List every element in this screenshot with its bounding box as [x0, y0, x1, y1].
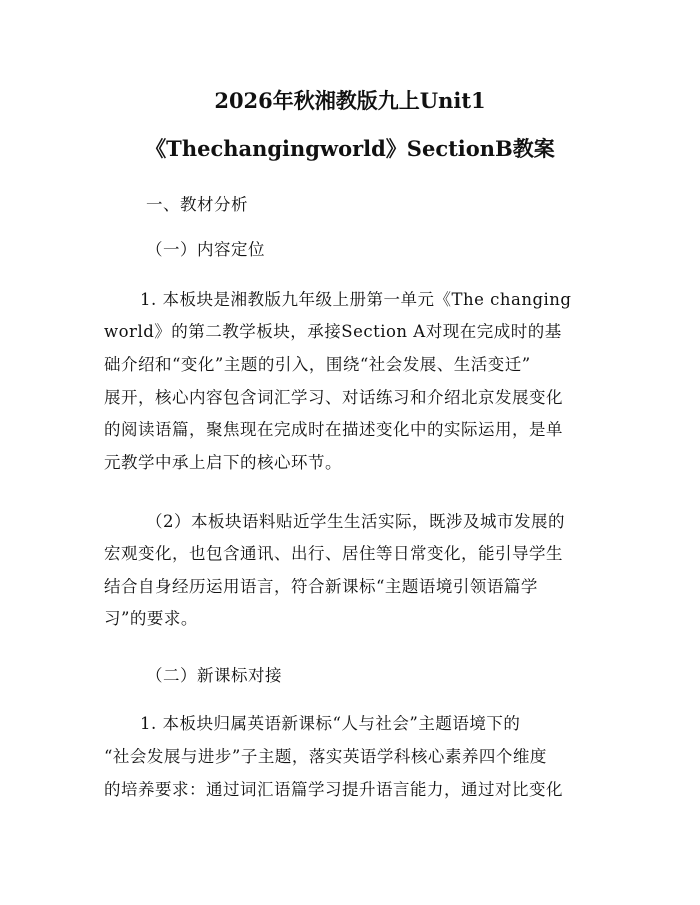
paragraph-line: 元教学中承上启下的核心环节。 — [104, 453, 342, 472]
paragraph-line: 宏观变化，也包含通讯、出行、居住等日常变化，能引导学生 — [104, 544, 563, 563]
document-title-line1: 2026年秋湘教版九上Unit1 — [214, 88, 486, 113]
paragraph-line: 展开，核心内容包含词汇学习、对话练习和介绍北京发展变化 — [104, 388, 563, 407]
paragraph-line: 础介绍和“变化”主题的引入，围绕“社会发展、生活变迁” — [104, 355, 531, 374]
section-heading-analysis: 一、教材分析 — [146, 195, 248, 214]
paragraph-line: 结合自身经历运用语言，符合新课标“主题语境引领语篇学 — [104, 577, 538, 596]
paragraph-line: （2）本板块语料贴近学生生活实际，既涉及城市发展的 — [146, 512, 565, 531]
paragraph-line: 的阅读语篇，聚焦现在完成时在描述变化中的实际运用，是单 — [104, 420, 563, 439]
subheading-curriculum-alignment: （二）新课标对接 — [146, 666, 282, 685]
paragraph-line: “社会发展与进步”子主题，落实英语学科核心素养四个维度 — [104, 747, 547, 766]
document-title-line2: 《Thechangingworld》SectionB教案 — [145, 136, 555, 161]
paragraph-line: 习”的要求。 — [104, 609, 198, 628]
paragraph-line: world》的第二教学板块，承接Section A对现在完成时的基 — [104, 322, 562, 341]
paragraph-line: 的培养要求：通过词汇语篇学习提升语言能力，通过对比变化 — [104, 780, 563, 799]
subheading-content-positioning: （一）内容定位 — [146, 240, 265, 259]
paragraph-line: 1. 本板块归属英语新课标“人与社会”主题语境下的 — [140, 714, 521, 733]
paragraph-line: 1. 本板块是湘教版九年级上册第一单元《The changing — [140, 290, 572, 309]
